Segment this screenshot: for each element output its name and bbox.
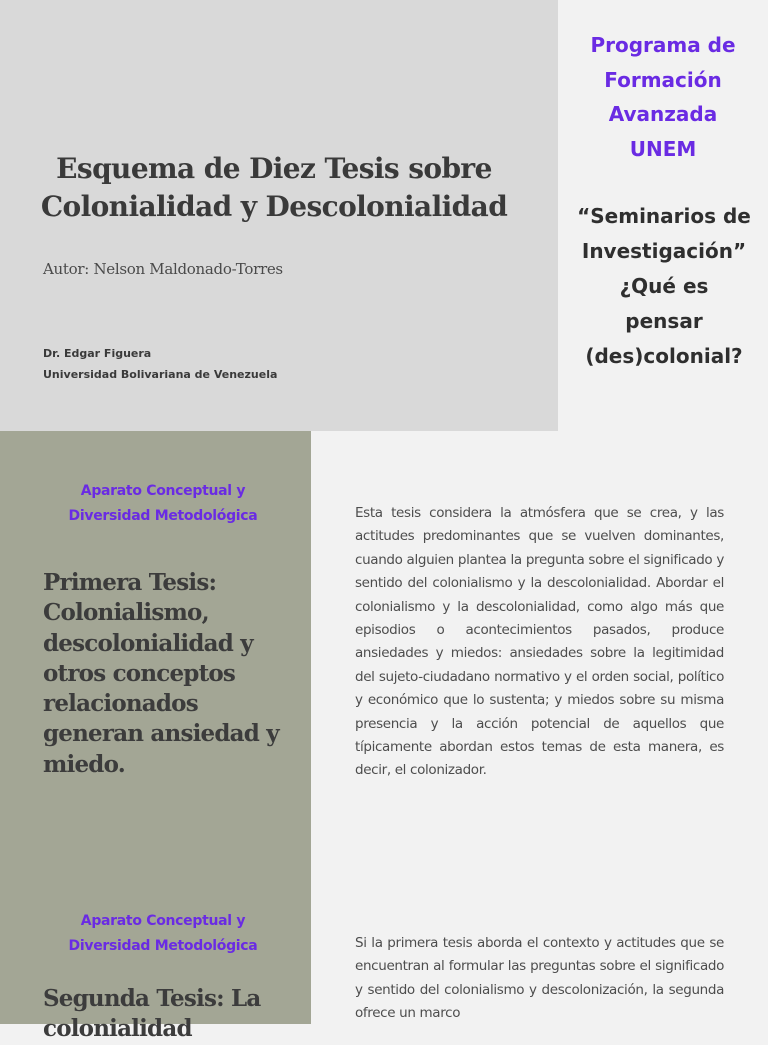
section-tag xyxy=(20,909,306,959)
section-tag-line: Aparato Conceptual y xyxy=(80,913,246,929)
thesis-heading: Primera Tesis: Colonialismo, descolonialidad y otros conceptos relacionados generan ansiedad y miedo. xyxy=(43,569,279,778)
section-tag-line: Aparato Conceptual y xyxy=(80,483,246,499)
seminar-line: (des)colonial? xyxy=(585,344,743,368)
seminar-line: Investigación” xyxy=(581,239,747,263)
seminar-line: ¿Qué es xyxy=(619,274,709,298)
section-tag-line: Diversidad Metodológica xyxy=(68,508,258,524)
program-line: Formación xyxy=(604,67,722,92)
document-title: Esquema de Diez Tesis sobre Colonialidad y Descolonialidad xyxy=(40,152,508,223)
university-name: Universidad Bolivariana de Venezuela xyxy=(43,368,278,381)
seminar-line: pensar xyxy=(625,309,703,333)
section-tag xyxy=(20,479,306,529)
seminar-line: “Seminarios de xyxy=(577,204,751,228)
thesis-heading: Segunda Tesis: La colonialidad xyxy=(43,985,261,1043)
thesis-body: Esta tesis considera la atmósfera que se crea, y las actitudes predominantes que se vuelven dominantes, cuando alguien plantea la pregunta sobre el significado y sentido del colonialismo y la descolonialidad. Abordar el colonialismo y la descolonialidad, como algo más que episodios o acontecimientos pasados, produce ansiedades y miedos: ansiedades sobre la legitimidad del sujeto-ciudadano normativo y el orden social, político y económico que lo sustenta; y miedos sobre su misma presencia y la acción potencial de aquellos que típicamente abordan estos temas de esta manera, es decir, el colonizador. xyxy=(355,505,724,779)
program-line: Avanzada xyxy=(608,102,718,126)
thesis-body: Si la primera tesis aborda el contexto y actitudes que se encuentran al formular las preguntas sobre el significado y sentido del colonialismo y descolonización, la segunda ofrece un marco xyxy=(355,935,724,1022)
program-line: Programa de xyxy=(590,33,736,57)
program-title xyxy=(568,28,758,166)
author-line: Autor: Nelson Maldonado-Torres xyxy=(43,260,283,278)
section-tag-line: Diversidad Metodológica xyxy=(68,938,258,954)
seminar-title xyxy=(566,199,762,374)
program-line: UNEM xyxy=(629,136,697,161)
presenter-name: Dr. Edgar Figuera xyxy=(43,347,152,360)
